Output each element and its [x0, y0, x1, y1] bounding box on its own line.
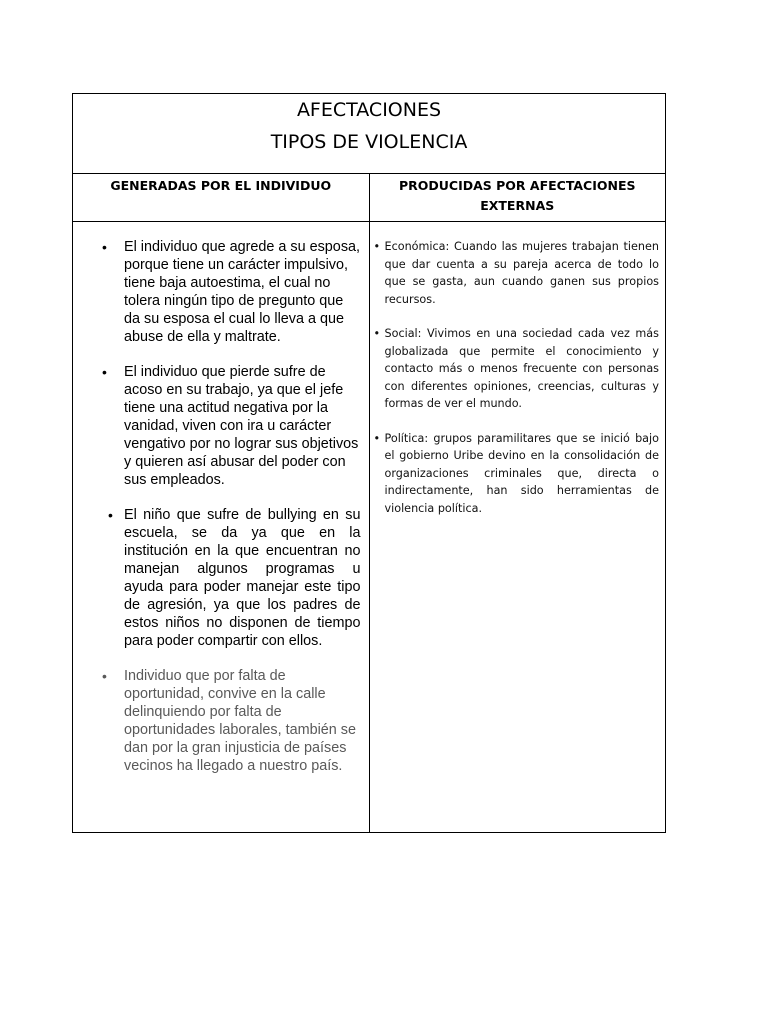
bullet-icon: • — [373, 240, 381, 253]
header-left: GENERADAS POR EL INDIVIDUO — [73, 174, 370, 222]
list-item-text: Social: Vivimos en una sociedad cada vez más globalizada que permite el conocimiento y contacto más o menos frecuente con personas con diferentes opiniones, creencias, culturas y formas de ver el mundo. — [384, 327, 659, 410]
list-item-text: Política: grupos paramilitares que se inició bajo el gobierno Uribe devino en la consolidación de organizaciones criminales que, directa o indirectamente, han sido herramientas de violencia política. — [384, 431, 659, 515]
violence-table — [72, 93, 666, 833]
external-causes-list — [370, 222, 666, 517]
list-item-text: El individuo que pierde sufre de acoso en su trabajo, ya que el jefe tiene una actitud negativa por la vanidad, viven con ira u carácter vengativo por no lograr sus objetivos y quieren así abusar del poder con sus empleados. — [124, 364, 359, 488]
list-item-text: Económica: Cuando las mujeres trabajan tienen que dar cuenta a su pareja acerca de todo lo que se gasta, aun cuando ganen sus propios recursos. — [384, 240, 659, 306]
list-item — [374, 238, 660, 308]
document-subtitle: TIPOS DE VIOLENCIA — [270, 131, 468, 153]
left-column — [73, 222, 370, 833]
bullet-icon: • — [102, 239, 107, 255]
bullet-icon: • — [102, 668, 107, 684]
bullet-icon: • — [373, 431, 381, 445]
header-right: PRODUCIDAS POR AFECTACIONES EXTERNAS — [369, 174, 666, 222]
right-column — [369, 222, 666, 833]
list-item-text: El niño que sufre de bullying en su escuela, se da ya que en la institución en la que encuentran no manejan algunos programas u ayuda para poder manejar este tipo de agresión, ya que los padres de estos niños no disponen de tiempo para poder compartir con ellos. — [124, 507, 361, 649]
title-cell — [73, 94, 666, 174]
list-item — [73, 667, 361, 775]
list-item — [374, 325, 660, 413]
document-title: AFECTACIONES — [296, 99, 442, 121]
individual-causes-list — [73, 222, 369, 775]
list-item — [374, 430, 660, 518]
list-item — [73, 238, 361, 346]
list-item — [73, 506, 361, 650]
bullet-icon: • — [373, 327, 381, 340]
bullet-icon: • — [108, 507, 113, 523]
list-item — [73, 363, 361, 489]
list-item-text: El individuo que agrede a su esposa, porque tiene un carácter impulsivo, tiene baja autoestima, el cual no tolera ningún tipo de pregunto que da su esposa el cual lo lleva a que abuse de ella y maltrate. — [124, 239, 361, 345]
list-item-text: Individuo que por falta de oportunidad, convive en la calle delinquiendo por falta de oportunidades laborales, también se dan por la gran injusticia de países vecinos ha llegado a nuestro país. — [124, 668, 356, 774]
bullet-icon: • — [102, 364, 107, 380]
